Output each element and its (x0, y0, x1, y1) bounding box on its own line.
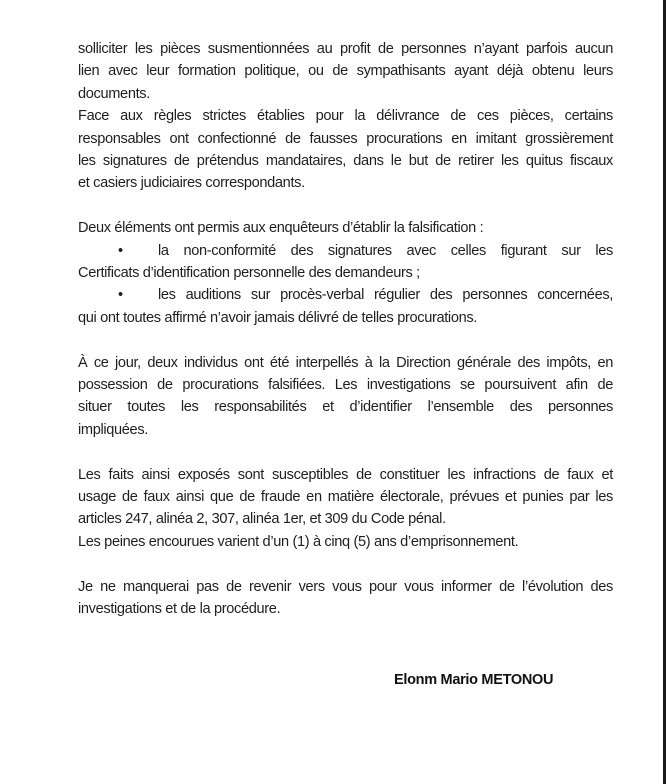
paragraph-line: documents. (78, 85, 150, 102)
signature-name: Elonm Mario METONOU (394, 672, 554, 688)
paragraph-line: Je ne manquerai pas de revenir vers vous pour vous informer de l’évolution des (78, 578, 613, 595)
list-item-text: les auditions sur procès-verbal régulier des personnes concernées, (158, 287, 613, 304)
paragraph-line: Les peines encourues varient d’un (1) à cinq (5) ans d’emprisonnement. (78, 533, 519, 550)
paragraph-gap (78, 553, 613, 575)
list-item-continuation: Certificats d’identification personnelle des demandeurs ; (78, 265, 420, 282)
paragraph-gap (78, 195, 613, 217)
list-item (78, 284, 613, 306)
list-item-text: la non-conformité des signatures avec celles figurant sur les (158, 242, 613, 259)
list-item (78, 240, 613, 262)
bullet-icon: • (118, 242, 123, 259)
paragraph-line: solliciter les pièces susmentionnées au profit de personnes n’ayant parfois aucun (78, 41, 613, 57)
bullet-icon: • (118, 287, 123, 304)
paragraph-line: les signatures de prétendus mandataires, dans le but de retirer les quitus fiscaux (78, 153, 613, 170)
paragraph-line: et casiers judiciaires correspondants. (78, 175, 305, 192)
paragraph-line: responsables ont confectionné de fausses procurations en imitant grossièrement (78, 130, 613, 147)
list-intro: Deux éléments ont permis aux enquêteurs d’établir la falsification : (78, 220, 484, 237)
paragraph-line: investigations et de la procédure. (78, 601, 281, 618)
paragraph-line: usage de faux ainsi que de fraude en matière électorale, prévues et punies par les (78, 489, 613, 506)
paragraph-line: Les faits ainsi exposés sont susceptibles de constituer les infractions de faux et (78, 466, 613, 483)
paragraph-line: Face aux règles strictes établies pour la délivrance de ces pièces, certains (78, 108, 613, 125)
list-item-continuation: qui ont toutes affirmé n’avoir jamais délivré de telles procurations. (78, 309, 478, 326)
paragraph-gap (78, 329, 613, 351)
document-body (78, 38, 613, 621)
paragraph-line: À ce jour, deux individus ont été interpellés à la Direction générale des impôts, en (78, 354, 613, 371)
paragraph-line: impliquées. (78, 421, 148, 438)
paragraph-line: articles 247, alinéa 2, 307, alinéa 1er, et 309 du Code pénal. (78, 511, 446, 528)
paragraph-line: possession de procurations falsifiées. Les investigations se poursuivent afin de (78, 377, 613, 394)
paragraph-line: situer toutes les responsabilités et d’identifier l’ensemble des personnes (78, 399, 613, 416)
paragraph-gap (78, 441, 613, 463)
paragraph-line: lien avec leur formation politique, ou de sympathisants ayant déjà obtenu leurs (78, 63, 613, 80)
